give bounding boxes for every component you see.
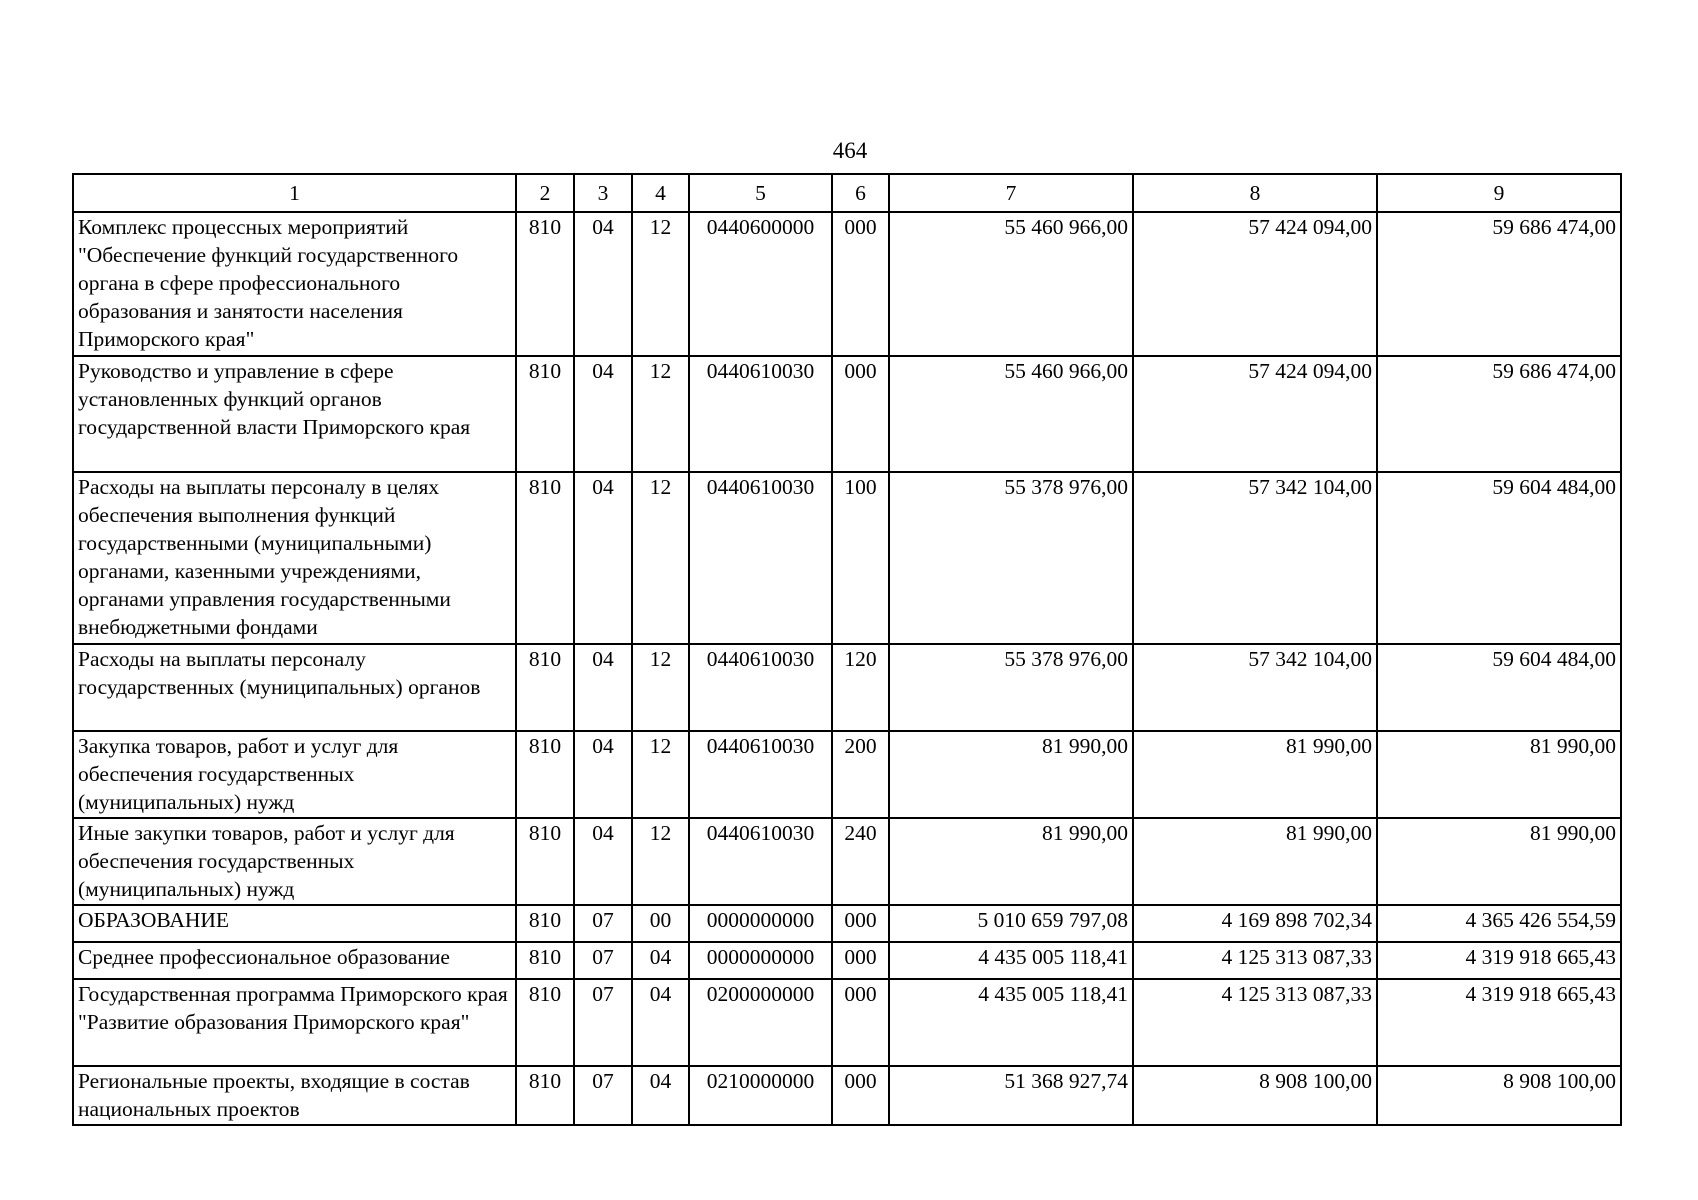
admin-code-cell: 810 [516, 356, 574, 472]
expense-type-cell: 000 [832, 979, 889, 1066]
amount-cell-9: 59 604 484,00 [1377, 472, 1621, 644]
amount-cell-9: 81 990,00 [1377, 818, 1621, 905]
amount-cell-8: 57 342 104,00 [1133, 644, 1377, 731]
expense-type-cell: 000 [832, 905, 889, 942]
column-header: 3 [574, 174, 632, 212]
amount-cell-9: 4 319 918 665,43 [1377, 942, 1621, 979]
column-header: 5 [689, 174, 832, 212]
subsection-code-cell: 04 [632, 942, 689, 979]
target-article-cell: 0000000000 [689, 942, 832, 979]
amount-cell-7: 5 010 659 797,08 [889, 905, 1133, 942]
target-article-cell: 0440610030 [689, 731, 832, 818]
column-header: 1 [73, 174, 516, 212]
admin-code-cell: 810 [516, 212, 574, 356]
table-row [73, 979, 1621, 1066]
table-row [73, 356, 1621, 472]
row-name-cell: Комплекс процессных мероприятий "Обеспечение функций государственного органа в сфере профессионального образования и занятости населения Приморского края" [73, 212, 516, 356]
expense-type-cell: 120 [832, 644, 889, 731]
row-name-cell: Государственная программа Приморского края "Развитие образования Приморского края" [73, 979, 516, 1066]
subsection-code-cell: 04 [632, 979, 689, 1066]
amount-cell-8: 4 125 313 087,33 [1133, 979, 1377, 1066]
target-article-cell: 0440610030 [689, 644, 832, 731]
amount-cell-7: 55 378 976,00 [889, 644, 1133, 731]
target-article-cell: 0200000000 [689, 979, 832, 1066]
row-name-cell: ОБРАЗОВАНИЕ [73, 905, 516, 942]
page-number: 464 [832, 138, 868, 163]
admin-code-cell: 810 [516, 644, 574, 731]
table-body [73, 212, 1621, 1125]
target-article-cell: 0440600000 [689, 212, 832, 356]
amount-cell-9: 59 604 484,00 [1377, 644, 1621, 731]
amount-cell-8: 57 424 094,00 [1133, 212, 1377, 356]
section-code-cell: 07 [574, 979, 632, 1066]
table-row [73, 472, 1621, 644]
expense-type-cell: 000 [832, 356, 889, 472]
section-code-cell: 04 [574, 731, 632, 818]
admin-code-cell: 810 [516, 472, 574, 644]
budget-table [72, 173, 1622, 1126]
expense-type-cell: 000 [832, 942, 889, 979]
amount-cell-7: 81 990,00 [889, 731, 1133, 818]
amount-cell-9: 4 365 426 554,59 [1377, 905, 1621, 942]
amount-cell-7: 55 460 966,00 [889, 356, 1133, 472]
row-name-cell: Среднее профессиональное образование [73, 942, 516, 979]
column-header: 6 [832, 174, 889, 212]
column-header: 9 [1377, 174, 1621, 212]
target-article-cell: 0440610030 [689, 472, 832, 644]
subsection-code-cell: 12 [632, 731, 689, 818]
subsection-code-cell: 12 [632, 472, 689, 644]
section-code-cell: 04 [574, 212, 632, 356]
table-row [73, 1066, 1621, 1125]
amount-cell-8: 57 342 104,00 [1133, 472, 1377, 644]
admin-code-cell: 810 [516, 1066, 574, 1125]
amount-cell-7: 55 378 976,00 [889, 472, 1133, 644]
subsection-code-cell: 12 [632, 356, 689, 472]
target-article-cell: 0440610030 [689, 356, 832, 472]
row-name-cell: Руководство и управление в сфере установленных функций органов государственной власти Приморского края [73, 356, 516, 472]
section-code-cell: 07 [574, 905, 632, 942]
amount-cell-8: 4 125 313 087,33 [1133, 942, 1377, 979]
column-header: 2 [516, 174, 574, 212]
amount-cell-7: 4 435 005 118,41 [889, 979, 1133, 1066]
amount-cell-7: 51 368 927,74 [889, 1066, 1133, 1125]
amount-cell-9: 81 990,00 [1377, 731, 1621, 818]
admin-code-cell: 810 [516, 731, 574, 818]
amount-cell-8: 4 169 898 702,34 [1133, 905, 1377, 942]
table-row [73, 905, 1621, 942]
amount-cell-9: 4 319 918 665,43 [1377, 979, 1621, 1066]
admin-code-cell: 810 [516, 905, 574, 942]
amount-cell-9: 59 686 474,00 [1377, 356, 1621, 472]
expense-type-cell: 100 [832, 472, 889, 644]
row-name-cell: Региональные проекты, входящие в состав национальных проектов [73, 1066, 516, 1125]
table-row [73, 644, 1621, 731]
section-code-cell: 07 [574, 1066, 632, 1125]
section-code-cell: 04 [574, 818, 632, 905]
expense-type-cell: 000 [832, 1066, 889, 1125]
row-name-cell: Закупка товаров, работ и услуг для обеспечения государственных (муниципальных) нужд [73, 731, 516, 818]
target-article-cell: 0440610030 [689, 818, 832, 905]
admin-code-cell: 810 [516, 979, 574, 1066]
row-name-cell: Расходы на выплаты персоналу в целях обеспечения выполнения функций государственными (муниципальными) органами, казенными учреждениями, органами управления государственными внебюджетными фондами [73, 472, 516, 644]
row-name-cell: Иные закупки товаров, работ и услуг для обеспечения государственных (муниципальных) нужд [73, 818, 516, 905]
section-code-cell: 04 [574, 356, 632, 472]
subsection-code-cell: 00 [632, 905, 689, 942]
amount-cell-8: 81 990,00 [1133, 818, 1377, 905]
amount-cell-8: 57 424 094,00 [1133, 356, 1377, 472]
subsection-code-cell: 12 [632, 818, 689, 905]
expense-type-cell: 200 [832, 731, 889, 818]
amount-cell-7: 4 435 005 118,41 [889, 942, 1133, 979]
target-article-cell: 0210000000 [689, 1066, 832, 1125]
amount-cell-7: 55 460 966,00 [889, 212, 1133, 356]
amount-cell-8: 8 908 100,00 [1133, 1066, 1377, 1125]
column-header: 7 [889, 174, 1133, 212]
amount-cell-9: 8 908 100,00 [1377, 1066, 1621, 1125]
subsection-code-cell: 04 [632, 1066, 689, 1125]
column-header: 8 [1133, 174, 1377, 212]
admin-code-cell: 810 [516, 942, 574, 979]
amount-cell-9: 59 686 474,00 [1377, 212, 1621, 356]
subsection-code-cell: 12 [632, 644, 689, 731]
admin-code-cell: 810 [516, 818, 574, 905]
header-row [73, 174, 1621, 212]
target-article-cell: 0000000000 [689, 905, 832, 942]
subsection-code-cell: 12 [632, 212, 689, 356]
expense-type-cell: 000 [832, 212, 889, 356]
expense-type-cell: 240 [832, 818, 889, 905]
section-code-cell: 04 [574, 472, 632, 644]
table-row [73, 731, 1621, 818]
table-row [73, 942, 1621, 979]
table-row [73, 818, 1621, 905]
section-code-cell: 04 [574, 644, 632, 731]
column-header: 4 [632, 174, 689, 212]
row-name-cell: Расходы на выплаты персоналу государственных (муниципальных) органов [73, 644, 516, 731]
table-header [73, 174, 1621, 212]
amount-cell-8: 81 990,00 [1133, 731, 1377, 818]
table-row [73, 212, 1621, 356]
section-code-cell: 07 [574, 942, 632, 979]
amount-cell-7: 81 990,00 [889, 818, 1133, 905]
